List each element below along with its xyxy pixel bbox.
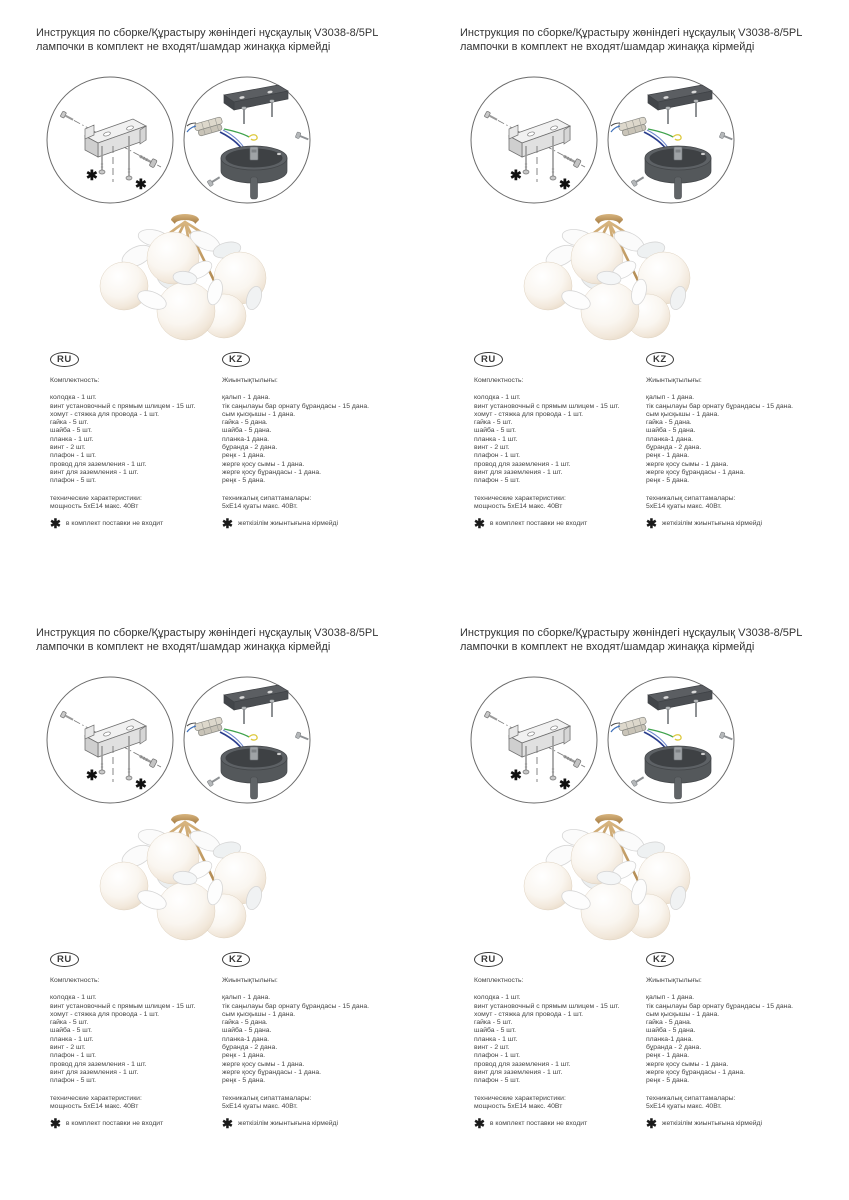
- asterisk-icon: ✱: [646, 516, 657, 532]
- chandelier-product-image: [521, 208, 693, 352]
- parts-list-item: колодка - 1 шт.: [50, 994, 97, 1002]
- kz-footnote: [222, 1116, 414, 1132]
- parts-list-item: винт установочный с прямым шлицем - 15 шт.: [50, 402, 196, 410]
- ru-section: [50, 352, 218, 532]
- asterisk-icon: ✱: [559, 776, 571, 792]
- parts-list-item: хомут - стяжка для провода - 1 шт.: [474, 1010, 583, 1018]
- ru-language-badge: [474, 352, 503, 367]
- mounting-bracket-diagram: [469, 674, 599, 806]
- parts-list-item: реңк - 5 дана.: [646, 477, 690, 485]
- kz-tech-specs: [646, 495, 838, 512]
- parts-list-item: провод для заземления - 1 шт.: [474, 460, 571, 468]
- parts-list-item: тік саңылауы бар орнату бұрандасы - 15 дана.: [222, 1002, 370, 1010]
- title-line-2: лампочки в комплект не входят/шамдар жинаққа кірмейді: [36, 40, 331, 53]
- title-line-1: Инструкция по сборке/Құрастыру жөніндегі нұсқаулық V3038-8/5PL: [460, 27, 803, 39]
- kz-tech-heading: техникалық сипаттамалары:: [222, 494, 312, 502]
- ru-language-badge: [50, 352, 79, 367]
- kz-parts-list: [222, 394, 414, 485]
- parts-list-item: жерге қосу бұрандасы - 1 дана.: [646, 1068, 746, 1076]
- kz-badge-label: KZ: [653, 354, 667, 365]
- kz-tech-heading: техникалық сипаттамалары:: [646, 1094, 736, 1102]
- ru-footnote-text: в комплект поставки не входит: [489, 519, 588, 527]
- asterisk-icon: ✱: [135, 176, 147, 192]
- title-line-1: Инструкция по сборке/Құрастыру жөніндегі нұсқаулық V3038-8/5PL: [460, 627, 803, 639]
- ru-parts-list: [474, 994, 642, 1085]
- ru-heading: Комплектность:: [474, 977, 524, 984]
- parts-list-item: сым қысқышы - 1 дана.: [222, 1010, 296, 1018]
- parts-list-item: қалып - 1 дана.: [222, 394, 271, 402]
- parts-list-item: жерге қосу сымы - 1 дана.: [646, 1060, 729, 1068]
- chandelier-product-image: [97, 208, 269, 352]
- parts-list-item: винт для заземления - 1 шт.: [474, 1068, 563, 1076]
- parts-list-item: сым қысқышы - 1 дана.: [222, 410, 296, 418]
- title-line-2: лампочки в комплект не входят/шамдар жинаққа кірмейді: [460, 40, 755, 53]
- instruction-panel: [424, 600, 849, 1200]
- canopy-wiring-diagram: [606, 674, 736, 806]
- ru-badge-label: RU: [57, 354, 72, 365]
- asterisk-icon: ✱: [474, 1116, 485, 1132]
- kz-heading: Жиынтықтылығы:: [646, 377, 702, 384]
- parts-list-item: шайба - 5 шт.: [474, 1027, 516, 1035]
- parts-list-item: реңк - 1 дана.: [646, 1052, 690, 1060]
- ru-footnote: [474, 516, 642, 532]
- kz-tech-heading: техникалық сипаттамалары:: [222, 1094, 312, 1102]
- parts-list-item: колодка - 1 шт.: [474, 994, 521, 1002]
- mounting-bracket-diagram: [45, 674, 175, 806]
- panel-title: [36, 627, 416, 654]
- ru-parts-list: [474, 394, 642, 485]
- parts-list-item: плафон - 1 шт.: [474, 1052, 520, 1060]
- chandelier-product-image: [97, 808, 269, 952]
- parts-list-item: жерге қосу бұрандасы - 1 дана.: [646, 468, 746, 476]
- parts-list-item: плафон - 1 шт.: [50, 452, 96, 460]
- parts-list-item: провод для заземления - 1 шт.: [50, 460, 147, 468]
- parts-list-item: шайба - 5 дана.: [222, 427, 272, 435]
- asterisk-icon: ✱: [86, 767, 98, 783]
- ru-tech-value: мощность 5хЕ14 макс. 40Вт: [50, 502, 139, 510]
- parts-list-item: шайба - 5 дана.: [646, 427, 696, 435]
- parts-list-item: гайка - 5 дана.: [222, 1019, 268, 1027]
- kz-badge-label: KZ: [229, 354, 243, 365]
- asterisk-icon: ✱: [510, 167, 522, 183]
- parts-list-item: тік саңылауы бар орнату бұрандасы - 15 дана.: [646, 1002, 794, 1010]
- parts-list-item: планка-1 дана.: [646, 1035, 694, 1043]
- parts-list-item: реңк - 5 дана.: [222, 477, 266, 485]
- kz-tech-value: 5хЕ14 қуаты макс. 40Вт.: [222, 502, 298, 510]
- kz-heading: Жиынтықтылығы:: [646, 977, 702, 984]
- parts-list-item: хомут - стяжка для провода - 1 шт.: [50, 1010, 159, 1018]
- instruction-panel: [0, 600, 424, 1200]
- parts-list-item: винт для заземления - 1 шт.: [50, 468, 139, 476]
- ru-tech-heading: технические характеристики:: [474, 1094, 566, 1102]
- parts-list-item: гайка - 5 дана.: [646, 419, 692, 427]
- parts-list-item: жерге қосу бұрандасы - 1 дана.: [222, 468, 322, 476]
- parts-list-item: шайба - 5 шт.: [50, 427, 92, 435]
- kz-heading: Жиынтықтылығы:: [222, 377, 278, 384]
- parts-list-item: планка-1 дана.: [646, 435, 694, 443]
- ru-tech-heading: технические характеристики:: [50, 494, 142, 502]
- parts-list-item: қалып - 1 дана.: [646, 394, 695, 402]
- parts-list-item: гайка - 5 дана.: [646, 1019, 692, 1027]
- parts-list-item: плафон - 5 шт.: [474, 1077, 520, 1085]
- asterisk-icon: ✱: [474, 516, 485, 532]
- parts-list-item: реңк - 1 дана.: [222, 1052, 266, 1060]
- parts-list-item: плафон - 1 шт.: [50, 1052, 96, 1060]
- kz-badge-label: KZ: [653, 954, 667, 965]
- asterisk-icon: ✱: [50, 1116, 61, 1132]
- ru-language-badge: [50, 952, 79, 967]
- parts-list-item: гайка - 5 шт.: [474, 1019, 513, 1027]
- kz-footnote-text: жеткізілім жиынтығына кірмейді: [661, 519, 763, 527]
- parts-list-item: хомут - стяжка для провода - 1 шт.: [474, 410, 583, 418]
- parts-list-item: винт установочный с прямым шлицем - 15 шт.: [50, 1002, 196, 1010]
- chandelier-product-image: [521, 808, 693, 952]
- ru-section: [474, 352, 642, 532]
- asterisk-icon: ✱: [50, 516, 61, 532]
- parts-list-item: плафон - 5 шт.: [474, 477, 520, 485]
- ru-parts-list: [50, 394, 218, 485]
- ru-parts-list: [50, 994, 218, 1085]
- parts-list-item: винт - 2 шт.: [474, 444, 510, 452]
- asterisk-icon: ✱: [135, 776, 147, 792]
- kz-section: [222, 352, 414, 532]
- title-line-1: Инструкция по сборке/Құрастыру жөніндегі нұсқаулық V3038-8/5PL: [36, 627, 379, 639]
- ru-section: [50, 952, 218, 1132]
- kz-parts-list: [222, 994, 414, 1085]
- parts-list-item: гайка - 5 шт.: [50, 419, 89, 427]
- asterisk-icon: ✱: [86, 167, 98, 183]
- parts-list-item: жерге қосу сымы - 1 дана.: [222, 1060, 305, 1068]
- kz-language-badge: [646, 352, 674, 367]
- parts-list-item: плафон - 5 шт.: [50, 477, 96, 485]
- panel-title: [460, 27, 841, 54]
- ru-tech-value: мощность 5хЕ14 макс. 40Вт: [474, 1102, 563, 1110]
- parts-list-item: шайба - 5 дана.: [646, 1027, 696, 1035]
- glass-globes: [100, 832, 266, 940]
- title-line-2: лампочки в комплект не входят/шамдар жинаққа кірмейді: [460, 640, 755, 653]
- ru-footnote-text: в комплект поставки не входит: [65, 519, 164, 527]
- parts-list-item: сым қысқышы - 1 дана.: [646, 1010, 720, 1018]
- kz-tech-specs: [222, 1095, 414, 1112]
- kz-footnote-text: жеткізілім жиынтығына кірмейді: [237, 519, 339, 527]
- parts-list-item: винт для заземления - 1 шт.: [474, 468, 563, 476]
- parts-list-item: қалып - 1 дана.: [646, 994, 695, 1002]
- parts-list-item: гайка - 5 шт.: [50, 1019, 89, 1027]
- glass-globes: [100, 232, 266, 340]
- ru-tech-value: мощность 5хЕ14 макс. 40Вт: [474, 502, 563, 510]
- ru-section: [474, 952, 642, 1132]
- glass-globes: [524, 832, 690, 940]
- kz-section: [646, 952, 838, 1132]
- parts-list-item: винт - 2 шт.: [50, 444, 86, 452]
- parts-list-item: бұранда - 2 дана.: [646, 444, 702, 452]
- kz-tech-specs: [222, 495, 414, 512]
- parts-list-item: шайба - 5 шт.: [50, 1027, 92, 1035]
- parts-list-item: тік саңылауы бар орнату бұрандасы - 15 дана.: [646, 402, 794, 410]
- kz-tech-value: 5хЕ14 қуаты макс. 40Вт.: [646, 502, 722, 510]
- canopy-wiring-diagram: [182, 674, 312, 806]
- kz-tech-value: 5хЕ14 қуаты макс. 40Вт.: [222, 1102, 298, 1110]
- parts-list-item: реңк - 1 дана.: [222, 452, 266, 460]
- kz-parts-list: [646, 394, 838, 485]
- parts-list-item: винт установочный с прямым шлицем - 15 шт.: [474, 402, 620, 410]
- glass-globes: [524, 232, 690, 340]
- kz-badge-label: KZ: [229, 954, 243, 965]
- parts-list-item: реңк - 1 дана.: [646, 452, 690, 460]
- parts-list-item: планка - 1 шт.: [474, 435, 518, 443]
- parts-list-item: винт - 2 шт.: [50, 1044, 86, 1052]
- parts-list-item: тік саңылауы бар орнату бұрандасы - 15 дана.: [222, 402, 370, 410]
- kz-language-badge: [222, 352, 250, 367]
- parts-list-item: гайка - 5 шт.: [474, 419, 513, 427]
- ru-tech-heading: технические характеристики:: [474, 494, 566, 502]
- kz-tech-heading: техникалық сипаттамалары:: [646, 494, 736, 502]
- parts-list-item: хомут - стяжка для провода - 1 шт.: [50, 410, 159, 418]
- parts-list-item: колодка - 1 шт.: [474, 394, 521, 402]
- parts-list-item: винт установочный с прямым шлицем - 15 шт.: [474, 1002, 620, 1010]
- ru-heading: Комплектность:: [50, 977, 100, 984]
- ru-tech-specs: [474, 1095, 642, 1112]
- parts-list-item: қалып - 1 дана.: [222, 994, 271, 1002]
- parts-list-item: шайба - 5 шт.: [474, 427, 516, 435]
- asterisk-icon: ✱: [222, 516, 233, 532]
- asterisk-icon: ✱: [222, 1116, 233, 1132]
- parts-list-item: винт - 2 шт.: [474, 1044, 510, 1052]
- kz-language-badge: [222, 952, 250, 967]
- parts-list-item: жерге қосу бұрандасы - 1 дана.: [222, 1068, 322, 1076]
- instruction-panel: [0, 0, 424, 600]
- parts-list-item: реңк - 5 дана.: [222, 1077, 266, 1085]
- parts-list-item: жерге қосу сымы - 1 дана.: [222, 460, 305, 468]
- ru-footnote: [50, 1116, 218, 1132]
- title-line-1: Инструкция по сборке/Құрастыру жөніндегі нұсқаулық V3038-8/5PL: [36, 27, 379, 39]
- ru-footnote-text: в комплект поставки не входит: [65, 1119, 164, 1127]
- ru-heading: Комплектность:: [50, 377, 100, 384]
- parts-list-item: планка-1 дана.: [222, 1035, 270, 1043]
- ru-tech-specs: [50, 1095, 218, 1112]
- kz-heading: Жиынтықтылығы:: [222, 977, 278, 984]
- asterisk-icon: ✱: [646, 1116, 657, 1132]
- ru-tech-specs: [50, 495, 218, 512]
- ru-footnote: [50, 516, 218, 532]
- parts-list-item: бұранда - 2 дана.: [222, 444, 278, 452]
- kz-footnote: [646, 1116, 838, 1132]
- parts-list-item: гайка - 5 дана.: [222, 419, 268, 427]
- ru-badge-label: RU: [481, 354, 496, 365]
- kz-footnote-text: жеткізілім жиынтығына кірмейді: [661, 1119, 763, 1127]
- kz-tech-specs: [646, 1095, 838, 1112]
- ru-tech-heading: технические характеристики:: [50, 1094, 142, 1102]
- ru-footnote-text: в комплект поставки не входит: [489, 1119, 588, 1127]
- parts-list-item: плафон - 1 шт.: [474, 452, 520, 460]
- parts-list-item: провод для заземления - 1 шт.: [474, 1060, 571, 1068]
- kz-language-badge: [646, 952, 674, 967]
- mounting-bracket-diagram: [45, 74, 175, 206]
- asterisk-icon: ✱: [510, 767, 522, 783]
- ru-badge-label: RU: [57, 954, 72, 965]
- kz-footnote-text: жеткізілім жиынтығына кірмейді: [237, 1119, 339, 1127]
- ru-language-badge: [474, 952, 503, 967]
- parts-list-item: планка - 1 шт.: [50, 435, 94, 443]
- kz-footnote: [222, 516, 414, 532]
- ru-tech-value: мощность 5хЕ14 макс. 40Вт: [50, 1102, 139, 1110]
- instruction-panel: [424, 0, 849, 600]
- parts-list-item: сым қысқышы - 1 дана.: [646, 410, 720, 418]
- parts-list-item: колодка - 1 шт.: [50, 394, 97, 402]
- panel-title: [36, 27, 416, 54]
- parts-list-item: винт для заземления - 1 шт.: [50, 1068, 139, 1076]
- canopy-wiring-diagram: [606, 74, 736, 206]
- asterisk-icon: ✱: [559, 176, 571, 192]
- parts-list-item: жерге қосу сымы - 1 дана.: [646, 460, 729, 468]
- parts-list-item: шайба - 5 дана.: [222, 1027, 272, 1035]
- parts-list-item: планка-1 дана.: [222, 435, 270, 443]
- parts-list-item: планка - 1 шт.: [50, 1035, 94, 1043]
- kz-parts-list: [646, 994, 838, 1085]
- panel-title: [460, 627, 841, 654]
- canopy-wiring-diagram: [182, 74, 312, 206]
- title-line-2: лампочки в комплект не входят/шамдар жинаққа кірмейді: [36, 640, 331, 653]
- ru-badge-label: RU: [481, 954, 496, 965]
- kz-footnote: [646, 516, 838, 532]
- parts-list-item: планка - 1 шт.: [474, 1035, 518, 1043]
- parts-list-item: бұранда - 2 дана.: [222, 1044, 278, 1052]
- kz-tech-value: 5хЕ14 қуаты макс. 40Вт.: [646, 1102, 722, 1110]
- mounting-bracket-diagram: [469, 74, 599, 206]
- kz-section: [646, 352, 838, 532]
- parts-list-item: плафон - 5 шт.: [50, 1077, 96, 1085]
- ru-footnote: [474, 1116, 642, 1132]
- parts-list-item: провод для заземления - 1 шт.: [50, 1060, 147, 1068]
- parts-list-item: бұранда - 2 дана.: [646, 1044, 702, 1052]
- kz-section: [222, 952, 414, 1132]
- ru-heading: Комплектность:: [474, 377, 524, 384]
- ru-tech-specs: [474, 495, 642, 512]
- parts-list-item: реңк - 5 дана.: [646, 1077, 690, 1085]
